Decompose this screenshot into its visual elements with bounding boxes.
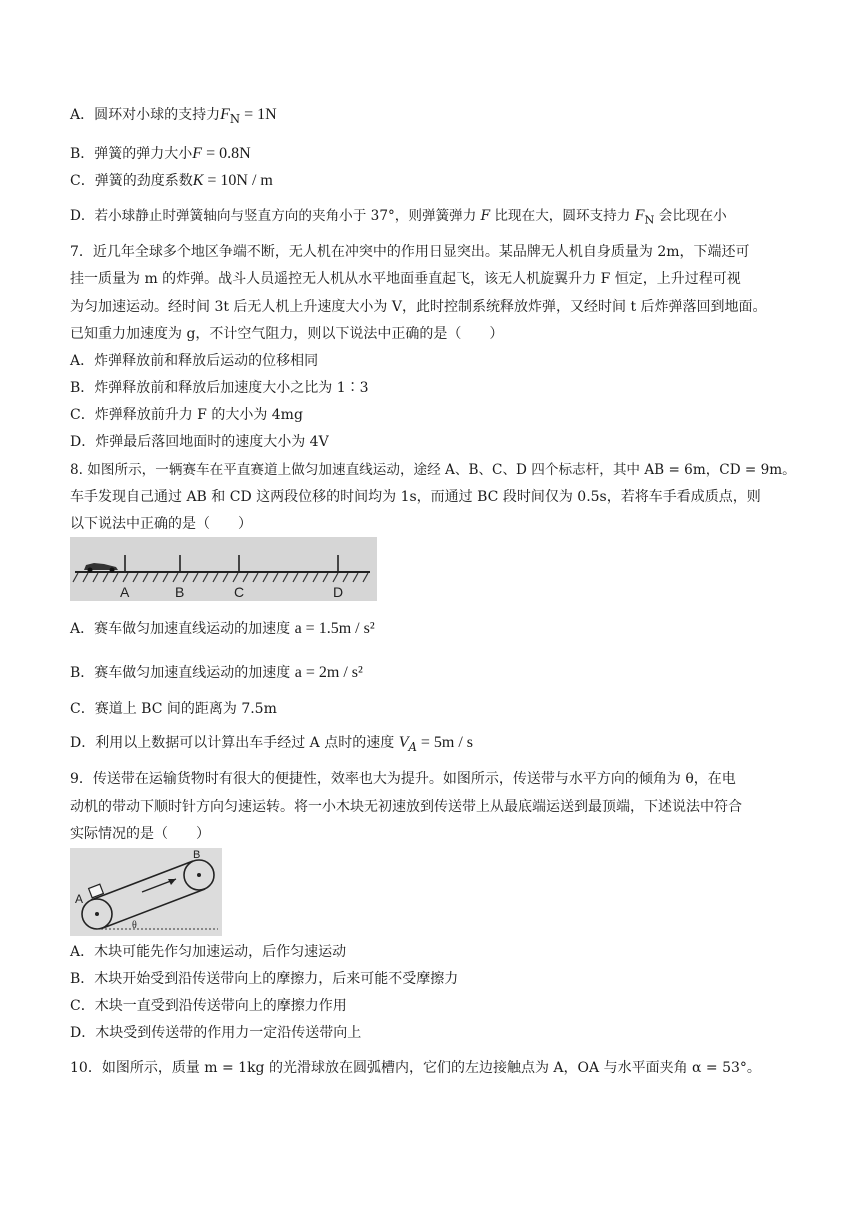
label-b: B [175,584,185,600]
q9-option-d: D．木块受到传送带的作用力一定沿传送带向上 [70,1025,362,1041]
q8-stem-line-3: 以下说法中正确的是（ ） [70,516,252,532]
q9-option-b: B．木块开始受到沿传送带向上的摩擦力，后来可能不受摩擦力 [70,971,459,987]
label-point-b: B [193,849,201,861]
q7-option-d: D．炸弹最后落回地面时的速度大小为 4V [70,434,329,450]
q8-option-b-text: B．赛车做匀加速直线运动的加速度 [70,665,291,681]
q8-option-a-formula: a = 1.5m / s² [294,620,375,637]
q6-option-b-symbol: F [192,145,203,162]
q6-option-c [70,170,273,192]
label-point-a: A [75,892,84,906]
q7-option-a: A．炸弹释放前和释放后运动的位移相同 [70,353,319,369]
q8-option-c: C．赛道上 BC 间的距离为 7.5m [70,701,277,717]
label-theta: θ [132,920,137,931]
q6-option-c-text: C．弹簧的劲度系数 [70,173,193,189]
label-d: D [333,584,344,600]
conveyor-belt-figure [70,848,222,936]
label-c: C [234,584,245,600]
q8-option-d-text: D．利用以上数据可以计算出车手经过 A 点时的速度 [70,735,395,751]
q9-option-a: A．木块可能先作匀加速运动，后作匀速运动 [70,944,347,960]
q6-option-a-value: = 1N [240,106,277,123]
q6-option-c-value: = 10N / m [203,172,273,189]
q9-stem-line-1: 9．传送带在运输货物时有很大的便捷性，效率也大为提升。如图所示，传送带与水平方向的倾角为 θ，在电 [70,771,736,787]
q6-option-d [70,205,727,231]
q6-option-b-value: = 0.8N [202,145,251,162]
q9-option-c: C．木块一直受到沿传送带向上的摩擦力作用 [70,998,347,1014]
q6-option-b-text: B．弹簧的弹力大小 [70,146,193,162]
q7-option-c: C．炸弹释放前升力 F 的大小为 4mg [70,407,303,423]
q7-stem-line-3: 为匀加速运动。经时间 3t 后无人机上升速度大小为 V，此时控制系统释放炸弹，又经时间 t 后炸弹落回到地面。 [70,299,767,315]
q7-option-b: B．炸弹释放前和释放后加速度大小之比为 1∶3 [70,380,369,396]
q6-option-a-text: A．圆环对小球的支持力 [70,107,221,123]
q8-option-d [70,732,473,758]
q7-stem-line-2: 挂一质量为 m 的炸弹。战斗人员遥控无人机从水平地面垂直起飞，该无人机旋翼升力 F 恒定，上升过程可视 [70,271,741,287]
q10-stem: 10．如图所示，质量 m = 1kg 的光滑球放在圆弧槽内，它们的左边接触点为 A，OA 与水平面夹角 α = 53°。 [70,1060,761,1076]
race-track-diagram [70,537,377,601]
q7-stem-line-4: 已知重力加速度为 g，不计空气阻力，则以下说法中正确的是（ ） [70,326,504,342]
race-track-figure [70,537,377,601]
q6-option-d-text: D．若小球静止时弹簧轴向与竖直方向的夹角小于 37°，则弹簧弹力 [70,208,481,224]
q6-option-a-subscript: N [229,111,241,126]
conveyor-belt-diagram [70,848,222,936]
q7-stem-line-1: 7．近几年全球多个地区争端不断，无人机在冲突中的作用日显突出。某品牌无人机自身质量为 2m，下端还可 [70,244,750,260]
q6-option-a-symbol: F [220,106,230,123]
q6-option-d-subscript: N [644,212,655,227]
q9-stem-line-3: 实际情况的是（ ） [70,826,210,842]
q8-option-d-subscript: A [408,739,417,754]
q8-stem-line-1: 8. 如图所示，一辆赛车在平直赛道上做匀加速直线运动，途经 A、B、C、D 四个标志杆，其中 AB = 6m，CD = 9m。 [70,462,796,478]
q6-option-d-text-3: 会比现在小 [654,208,727,224]
q6-option-d-text-2: 比现在大，圆环支持力 [490,208,635,224]
q6-option-b [70,143,251,165]
q8-stem-line-2: 车手发现自己通过 AB 和 CD 这两段位移的时间均为 1s，而通过 BC 段时间仅为 0.5s，若将车手看成质点，则 [70,489,761,505]
q8-option-a-text: A．赛车做匀加速直线运动的加速度 [70,621,291,637]
q8-option-d-symbol: V [398,734,409,751]
q8-option-a [70,618,375,640]
label-a: A [120,584,130,600]
q8-option-b-formula: a = 2m / s² [294,664,363,681]
q6-option-d-symbol-f: F [480,208,491,224]
q9-stem-line-2: 动机的带动下顺时针方向匀速运转。将一小木块无初速放到传送带上从最底端运送到最顶端，下述说法中符合 [70,799,742,815]
q6-option-c-symbol: K [192,172,204,189]
q6-option-d-symbol-fn: F [634,207,645,224]
q6-option-a [70,104,277,130]
q8-option-d-value: = 5m / s [416,734,474,751]
q8-option-b [70,662,363,684]
